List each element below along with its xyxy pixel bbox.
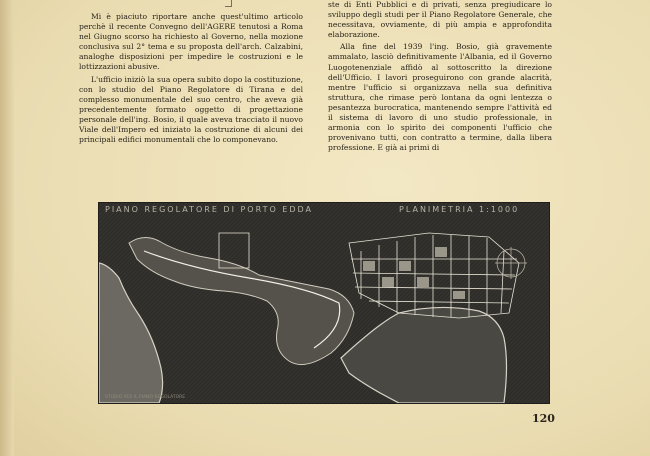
map-caption: STUDIO PER IL PIANO REGOLATORE (105, 395, 186, 400)
left-text-column (79, 12, 303, 145)
left-paragraph-2: L'ufficio iniziò la sua opera subito dopo la costituzione, con lo studio del Piano Regolatore di Tirana e del complesso monumentale del suo centro, che aveva già precedentemente formato oggetto di progettazione personale dell'ing. Bosio, il quale aveva tracciato il nuovo Viale dell'Impero ed iniziato la costruzione di alcuni dei principali edifici monumentali che lo componevano. (79, 74, 303, 145)
map-title-right: PLANIMETRIA 1:1000 (399, 205, 520, 214)
map-title-left: PIANO REGOLATORE DI PORTO EDDA (105, 205, 314, 214)
right-text-column (328, 0, 552, 153)
crop-mark (225, 0, 232, 7)
page-binding-edge (0, 0, 14, 456)
map-drawing (99, 203, 549, 403)
page-number: 120 (532, 412, 555, 425)
left-paragraph-1: Mi è piaciuto riportare anche quest'ultimo articolo perchè il recente Convegno dell'AGERE tenutosi a Roma nel Giugno scorso ha richiesto al Governo, nella mozione conclusiva sul 2° tema e su proposta dell'arch. Calzabini, analoghe disposizioni per impedire le costruzioni e le lottizzazioni abusive. (79, 12, 303, 72)
town-plan-map (98, 202, 550, 404)
right-paragraph-1: ste di Enti Pubblici e di privati, senza pregiudicare lo sviluppo degli studi per il Piano Regolatore Generale, che necessitava, ovviamente, di più ampia e approfondita elaborazione. (328, 0, 552, 40)
right-paragraph-2: Alla fine del 1939 l'ing. Bosio, già gravemente ammalato, lasciò definitivamente l'Albania, ed il Governo Luogotenenziale affidò al sottoscritto la direzione dell'Ufficio. I lavori proseguirono con grande alacrità, mentre l'ufficio si organizzava nella sua definitiva struttura, che rimase però lontana da ogni lentezza o pesantezza burocratica, mantenendo sempre l'attività ed il sistema di lavoro di uno studio professionale, in armonia con lo spirito dei componenti l'ufficio che provenivano tutti, con contratto a termine, dalla libera professione. E già ai primi di (328, 42, 552, 153)
